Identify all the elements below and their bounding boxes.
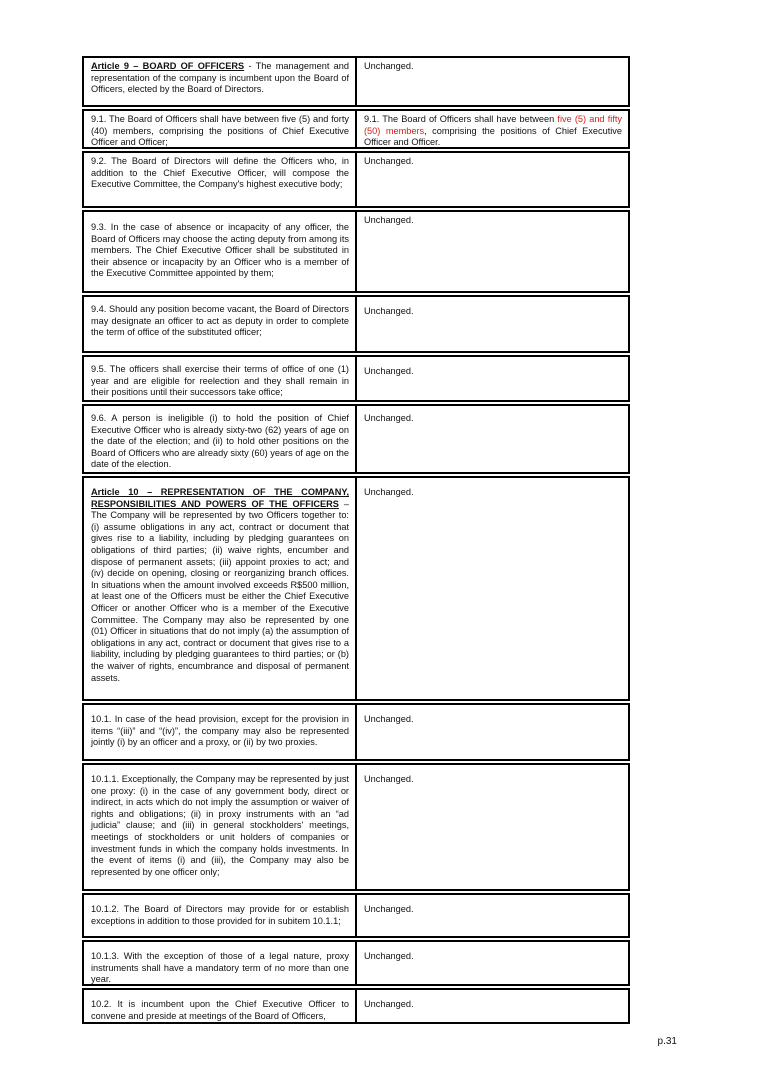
right-cell: Unchanged. (364, 951, 414, 961)
right-cell: Unchanged. (364, 904, 414, 914)
left-cell: 9.6. A person is ineligible (i) to hold the position of Chief Executive Officer who is already sixty-two (62) years of age on the date of the election; and (ii) to hold other positions on the Board of Officers who are already sixty (60) years of age on the date of the election. (84, 406, 357, 472)
table-row (82, 109, 630, 149)
table-row (82, 476, 630, 701)
table-row (82, 893, 630, 938)
right-cell: Unchanged. (364, 215, 414, 225)
right-cell: Unchanged. (364, 306, 414, 316)
left-cell: 9.2. The Board of Directors will define the Officers who, in addition to the Chief Executive Officer, will compose the Executive Committee, the Company's highest executive body; (84, 153, 357, 206)
right-cell (357, 111, 628, 147)
right-cell: Unchanged. (364, 366, 414, 376)
right-cell: Unchanged. (364, 714, 414, 724)
left-cell (84, 58, 357, 105)
right-cell: Unchanged. (364, 413, 414, 423)
table-row (82, 295, 630, 353)
right-cell: Unchanged. (364, 156, 414, 166)
left-cell: 9.5. The officers shall exercise their terms of office of one (1) year and are eligible for reelection and they shall remain in their positions until their successors take office; (84, 357, 357, 400)
left-cell: 10.1.2. The Board of Directors may provide for or establish exceptions in addition to those provided for in subitem 10.1.1; (84, 895, 357, 936)
right-cell: Unchanged. (364, 487, 414, 497)
table-row (82, 940, 630, 986)
changed-text: five (5) and fifty (50) members (364, 114, 622, 136)
left-cell: 10.1. In case of the head provision, except for the provision in items “(iii)” and “(iv)”, the company may also be represented jointly (i) by an officer and a proxy, or (ii) by two proxies. (84, 705, 357, 759)
right-cell: Unchanged. (364, 774, 414, 784)
table-row (82, 763, 630, 891)
table-row (82, 355, 630, 402)
right-cell: Unchanged. (364, 61, 414, 71)
table-row (82, 210, 630, 293)
article-heading: Article 9 – BOARD OF OFFICERS (91, 61, 245, 71)
cell-text: – The Company will be represented by two Officers together to: (i) assume obligations in any act, contract or document that gives rise to a liability, including by pledging guarantees on obligations of third parties; (ii) waive rights, encumber and dispose of permanent assets; (iii) appoint proxies to act; and (iv) decide on opening, closing or reorganizing branch offices. In situations when the amount involved exceeds R$500 million, at least one of the Officers must be either the Chief Executive Officer or another Officer who is a member of the Executive Committee. The Company may also be represented by one (01) Officer in situations that do not imply (a) the assumption of obligations in any act, contract or document that gives rise to a liability, including by pledging guarantees to third parties; or (b) the waiver of rights, encumbrance and disposal of permanent assets. (91, 498, 350, 683)
table-row (82, 703, 630, 761)
table-row (82, 404, 630, 474)
table-row (82, 56, 630, 107)
left-cell: 9.3. In the case of absence or incapacity of any officer, the Board of Officers may choose the acting deputy from among its members. The Chief Executive Officer shall be substituted in their absence or incapacity by an Officer who is a member of the Executive Committee appointed by them; (84, 212, 357, 291)
cell-text: 9.1. The Board of Officers shall have between (364, 114, 558, 124)
left-cell (84, 478, 357, 699)
left-cell: 9.4. Should any position become vacant, the Board of Directors may designate an officer to act as deputy in order to complete the term of office of the substituted officer; (84, 297, 357, 351)
article-heading: Article 10 – REPRESENTATION OF THE COMPANY, RESPONSIBILITIES AND POWERS OF THE OFFICERS (91, 487, 349, 509)
left-cell: 10.2. It is incumbent upon the Chief Executive Officer to convene and preside at meetings of the Board of Officers, (84, 990, 357, 1022)
right-cell: Unchanged. (364, 999, 414, 1009)
table-row (82, 151, 630, 208)
left-cell: 10.1.1. Exceptionally, the Company may be represented by just one proxy: (i) in the case of any government body, direct or indirect, in acts which do not imply the assumption or waiver of rights and obligations; (ii) in proxy instruments with an “ad judicia” clause; and (iii) in general stockholders' meetings, meetings of stockholders or unit holders of companies or investment funds in which the company holds investments. In the event of items (i) and (iii), the Company may also be represented by one officer only; (84, 765, 357, 889)
page-number: p.31 (657, 1036, 677, 1047)
left-cell: 9.1. The Board of Officers shall have between five (5) and forty (40) members, comprising the positions of Chief Executive Officer and Officer; (84, 111, 357, 147)
left-cell: 10.1.3. With the exception of those of a legal nature, proxy instruments shall have a mandatory term of no more than one year. (84, 942, 357, 984)
cell-text: - The management and representation of the company is incumbent upon the Board of Officers, elected by the Board of Directors. (91, 61, 349, 95)
table-row (82, 988, 630, 1024)
comparison-table (82, 56, 630, 1026)
cell-text: , comprising the positions of Chief Executive Officer and Officer. (364, 125, 623, 148)
